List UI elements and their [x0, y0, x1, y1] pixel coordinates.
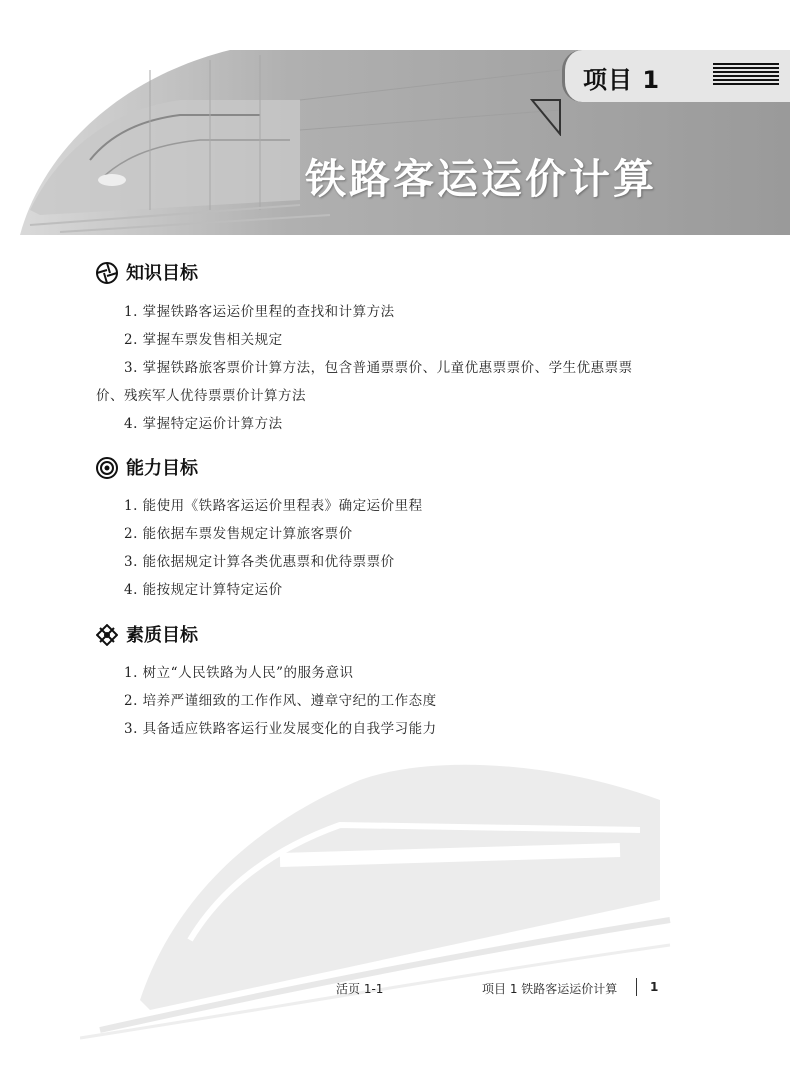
project-number-tab — [562, 50, 790, 102]
ornament-icon — [96, 624, 118, 646]
project-label: 项目 1 — [583, 66, 661, 94]
list-item: 3. 能依据规定计算各类优惠票和优待票票价 — [124, 554, 395, 570]
list-item: 2. 掌握车票发售相关规定 — [124, 332, 283, 348]
list-item: 4. 掌握特定运价计算方法 — [124, 416, 283, 432]
aperture-icon — [96, 262, 118, 284]
list-item: 2. 培养严谨细致的工作作风、遵章守纪的工作态度 — [124, 693, 437, 709]
stripes-decoration — [713, 63, 779, 89]
footer-sheet-label: 活页 1-1 — [336, 982, 384, 996]
footer-divider — [636, 978, 637, 996]
section-title: 能力目标 — [126, 458, 198, 479]
triangle-decoration — [530, 98, 562, 136]
target-icon — [96, 457, 118, 479]
list-item: 1. 能使用《铁路客运运价里程表》确定运价里程 — [124, 498, 423, 514]
list-item: 1. 树立“人民铁路为人民”的服务意识 — [124, 665, 354, 681]
footer-chapter: 项目 1 铁路客运运价计算 — [482, 982, 618, 996]
list-item: 1. 掌握铁路客运运价里程的查找和计算方法 — [124, 304, 395, 320]
list-item: 4. 能按规定计算特定运价 — [124, 582, 283, 598]
section-title: 素质目标 — [126, 625, 198, 646]
page-number: 1 — [650, 980, 659, 994]
list-item: 3. 掌握铁路旅客票价计算方法，包含普通票票价、儿童优惠票票价、学生优惠票票价、残疾军人优待票票价计算方法 — [96, 360, 633, 404]
section-title: 知识目标 — [126, 263, 198, 284]
list-item: 3. 具备适应铁路客运行业发展变化的自我学习能力 — [124, 721, 437, 737]
chapter-title: 铁路客运运价计算 — [305, 155, 657, 203]
list-item: 2. 能依据车票发售规定计算旅客票价 — [124, 526, 353, 542]
